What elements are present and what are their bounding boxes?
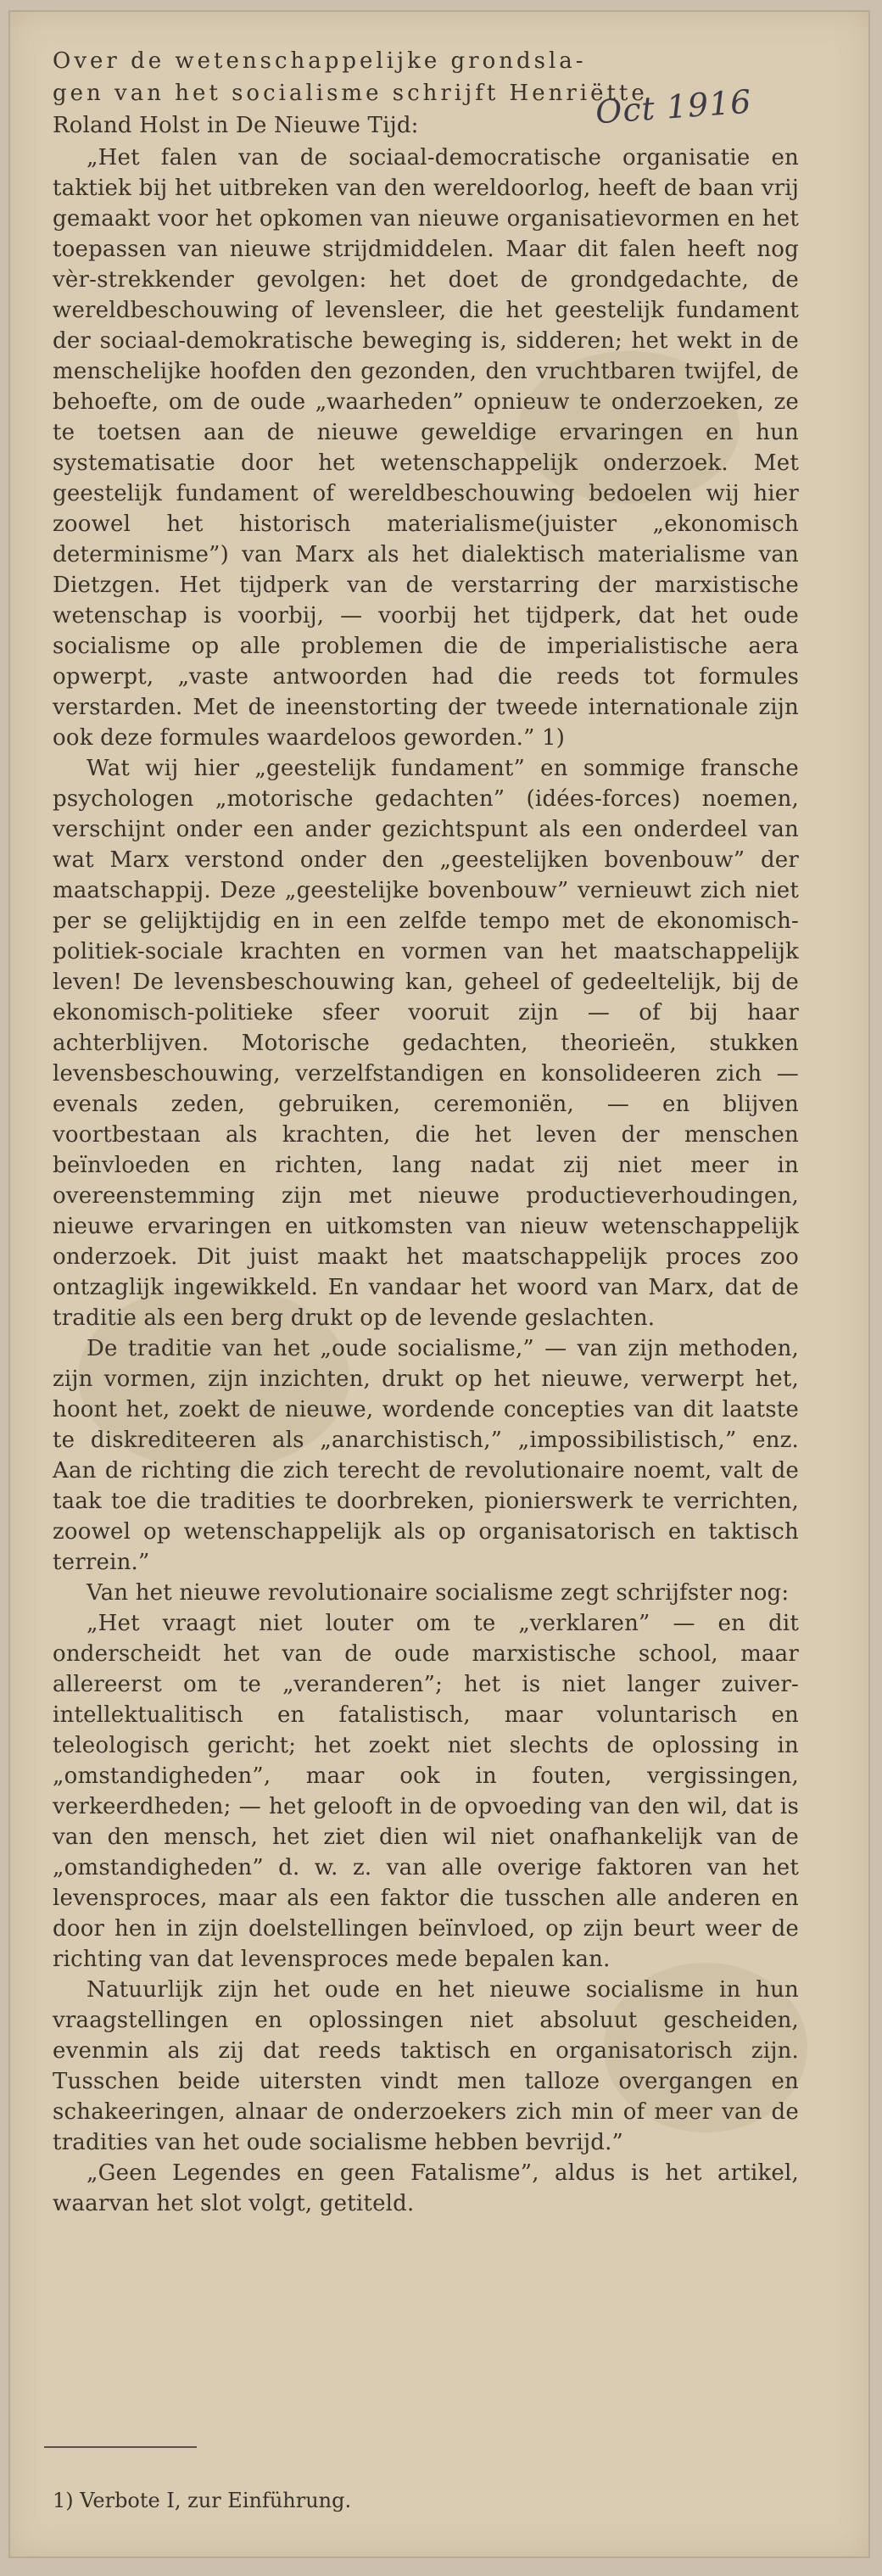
intro-line-2: gen van het socialisme schrijft Henriëtte <box>53 81 648 106</box>
paragraph-5: „Het vraagt niet louter om te „verklaren” — en dit onderscheidt het van de oude marxistische school, maar allereerst om te „veranderen”; het is niet langer zuiver-intellektualitisch en fatalistisch, maar voluntarisch en teleologisch gericht; het zoekt niet slechts de oplossing in „omstandigheden”, maar ook in fouten, vergissingen, verkeerdheden; — het gelooft in de opvoeding van den wil, dat is van den mensch, het ziet dien wil niet onafhankelijk van de „omstandigheden” d. w. z. van alle overige faktoren van het levensproces, maar als een faktor die tusschen alle anderen en door hen in zijn doelstellingen beïnvloed, op zijn beurt weer de richting van dat levensproces mede bepalen kan. <box>53 1611 799 1972</box>
newspaper-clipping <box>10 12 868 2556</box>
paragraph-4: Van het nieuwe revolutionaire socialisme zegt schrijfster nog: <box>87 1580 790 1606</box>
footnote: 1) Verbote I, zur Einführung. <box>53 2489 352 2512</box>
footnote-divider <box>44 2446 197 2448</box>
paragraph-3: De traditie van het „oude socialisme,” — van zijn methoden, zijn vormen, zijn inzichten, drukt op het nieuwe, verwerpt het, hoont het, zoekt de nieuwe, wordende concepties van dit laatste te diskrediteeren als „anarchistisch,” „impossibilistisch,” enz. Aan de richting die zich terecht de revolutionaire noemt, valt de taak toe die tradities te doorbreken, pionierswerk te verrichten, zoowel op wetenschappelijk als op organisatorisch en taktisch terrein.” <box>53 1336 799 1575</box>
intro-line-1: Over de wetenschappelijke grondsla- <box>53 48 587 74</box>
paragraph-1: „Het falen van de sociaal-democratische organisatie en taktiek bij het uitbreken van den wereldoorlog, heeft de baan vrij gemaakt voor het opkomen van nieuwe organisatievormen en het toepassen van nieuwe strijdmiddelen. Maar dit falen heeft nog vèr-strekkender gevolgen: het doet de grondgedachte, de wereldbeschouwing of levensleer, die het geestelijk fundament der sociaal-demokratische beweging is, sidderen; het wekt in de menschelijke hoofden den gezonden, den vruchtbaren twijfel, de behoefte, om de oude „waarheden” opnieuw te onderzoeken, ze te toetsen aan de nieuwe geweldige ervaringen en hun systematisatie door het wetenschappelijk onderzoek. Met geestelijk fundament of wereldbeschouwing bedoelen wij hier zoowel het historisch materialisme(juister „ekonomisch determinisme”) van Marx als het dialektisch materialisme van Dietzgen. Het tijdperk van de verstarring der marxistische wetenschap is voorbij, — voorbij het tijdperk, dat het oude socialisme op alle problemen die de imperialistische aera opwerpt, „vaste antwoorden had die reeds tot formules verstarden. Met de ineenstorting der tweede internationale zijn ook deze formules waardeloos geworden.” 1) <box>53 145 799 751</box>
paragraph-6: Natuurlijk zijn het oude en het nieuwe socialisme in hun vraagstellingen en oplossingen niet absoluut gescheiden, evenmin als zij dat reeds taktisch en organisatorisch zijn. Tusschen beide uitersten vindt men talloze overgangen en schakeeringen, alnaar de onderzoekers zich min of meer van de tradities van het oude socialisme hebben bevrijd.” <box>53 1977 799 2155</box>
paragraph-2: Wat wij hier „geestelijk fundament” en sommige fransche psychologen „motorische gedachten” (idées-forces) noemen, verschijnt onder een ander gezichtspunt als een onderdeel van wat Marx verstond onder den „geestelijken bovenbouw” der maatschappij. Deze „geestelijke bovenbouw” vernieuwt zich niet per se gelijktijdig en in een zelfde tempo met de ekonomisch-politiek-sociale krachten en vormen van het maatschappelijk leven! De levensbeschouwing kan, geheel of gedeeltelijk, bij de ekonomisch-politieke sfeer vooruit zijn — of bij haar achterblijven. Motorische gedachten, theorieën, stukken levensbeschouwing, verzelfstandigen en konsolideeren zich — evenals zeden, gebruiken, ceremoniën, — en blijven voortbestaan als krachten, die het leven der menschen beïnvloeden en richten, lang nadat zij niet meer in overeenstemming zijn met nieuwe productieverhoudingen, nieuwe ervaringen en uitkomsten van nieuw wetenschappelijk onderzoek. Dit juist maakt het maatschappelijk proces zoo ontzaglijk ingewikkeld. En vandaar het woord van Marx, dat de traditie als een berg drukt op de levende geslachten. <box>53 756 799 1331</box>
handwritten-date: Oct 1916 <box>594 82 753 131</box>
paragraph-7: „Geen Legendes en geen Fatalisme”, aldus is het artikel, waarvan het slot volgt, getiteld. <box>53 2160 799 2216</box>
article-column <box>53 46 799 2219</box>
intro-line-3: Roland Holst in De Nieuwe Tijd: <box>53 113 419 138</box>
